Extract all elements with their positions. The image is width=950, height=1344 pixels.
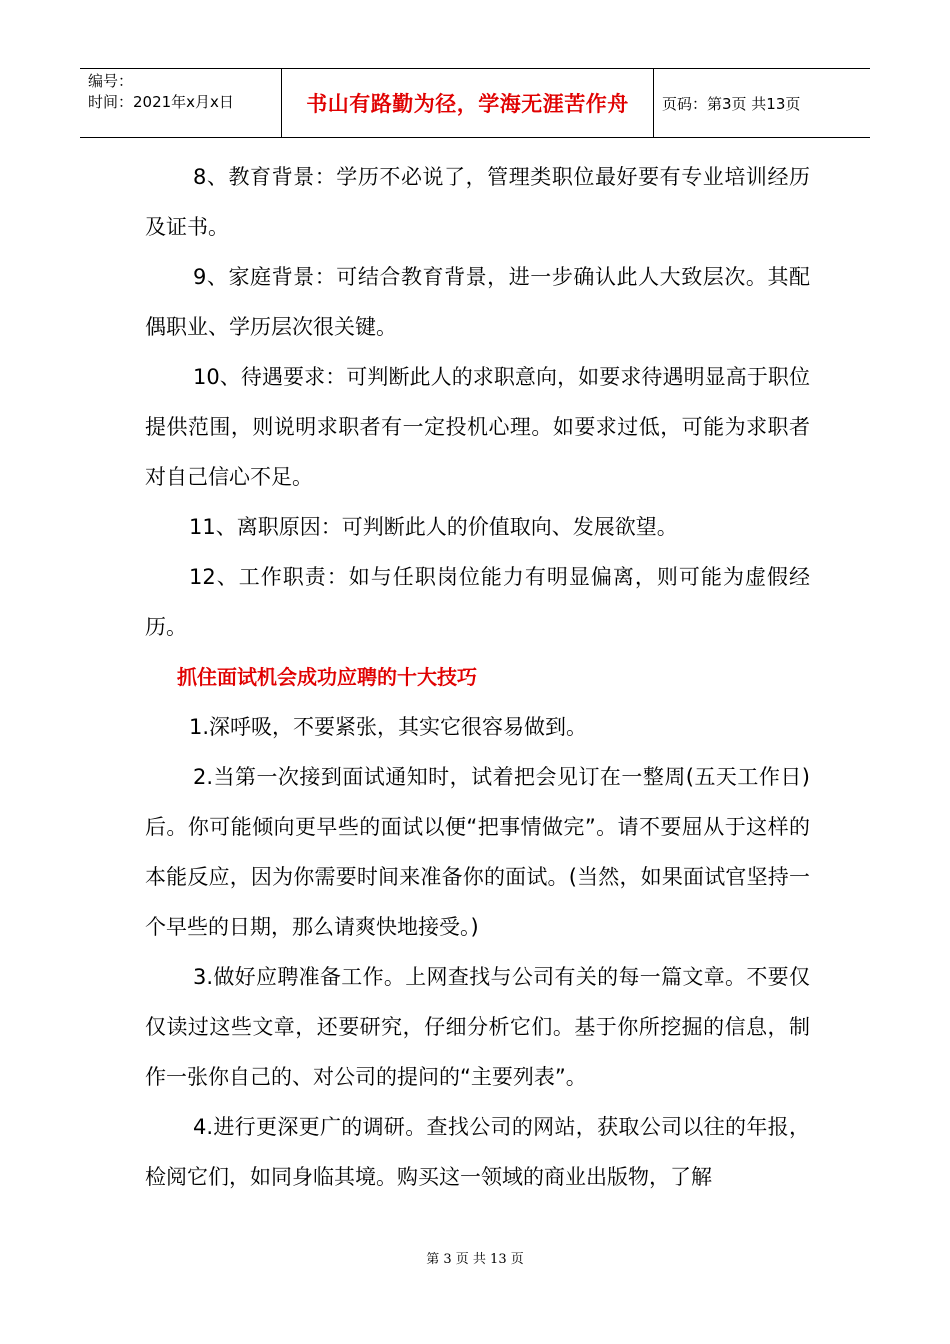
tip-2: 2.当第一次接到面试通知时，试着把会见订在一整周(五天工作日)后。你可能倾向更早些的面试以便“把事情做完”。请不要屈从于这样的本能反应，因为你需要时间来准备你的面试。(当然，如果面试官坚持一个早些的日期，那么请爽快地接受。)	[145, 765, 810, 939]
number-label: 编号：	[88, 72, 134, 90]
header-page-info: 页码：第3页 共13页	[662, 94, 801, 113]
tip-1: 1.深呼吸，不要紧张，其实它很容易做到。	[189, 715, 588, 739]
tip-4: 4.进行更深更广的调研。查找公司的网站，获取公司以往的年报，检阅它们，如同身临其境。购买这一领域的商业出版物，了解	[145, 1115, 810, 1189]
document-body	[145, 152, 810, 1202]
paragraph-family: 9、家庭背景：可结合教育背景，进一步确认此人大致层次。其配偶职业、学历层次很关键。	[145, 265, 810, 339]
paragraph-job-duties: 12、工作职责：如与任职岗位能力有明显偏离，则可能为虚假经历。	[145, 565, 810, 639]
header-motto: 书山有路勤为径，学海无涯苦作舟	[282, 69, 654, 137]
paragraph-leaving-reason: 11、离职原因：可判断此人的价值取向、发展欲望。	[189, 515, 678, 539]
paragraph-education: 8、教育背景：学历不必说了，管理类职位最好要有专业培训经历及证书。	[145, 165, 810, 239]
time-label: 时间：2021年x月x日	[88, 93, 234, 111]
section-heading: 抓住面试机会成功应聘的十大技巧	[177, 665, 477, 689]
tip-3: 3.做好应聘准备工作。上网查找与公司有关的每一篇文章。不要仅仅读过这些文章，还要研究，仔细分析它们。基于你所挖掘的信息，制作一张你自己的、对公司的提问的“主要列表”。	[145, 965, 810, 1089]
header-meta	[80, 69, 282, 137]
page-footer: 第 3 页 共 13 页	[426, 1252, 524, 1267]
paragraph-salary: 10、待遇要求：可判断此人的求职意向，如要求待遇明显高于职位提供范围，则说明求职者有一定投机心理。如要求过低，可能为求职者对自己信心不足。	[145, 365, 810, 489]
page-header	[80, 68, 870, 138]
